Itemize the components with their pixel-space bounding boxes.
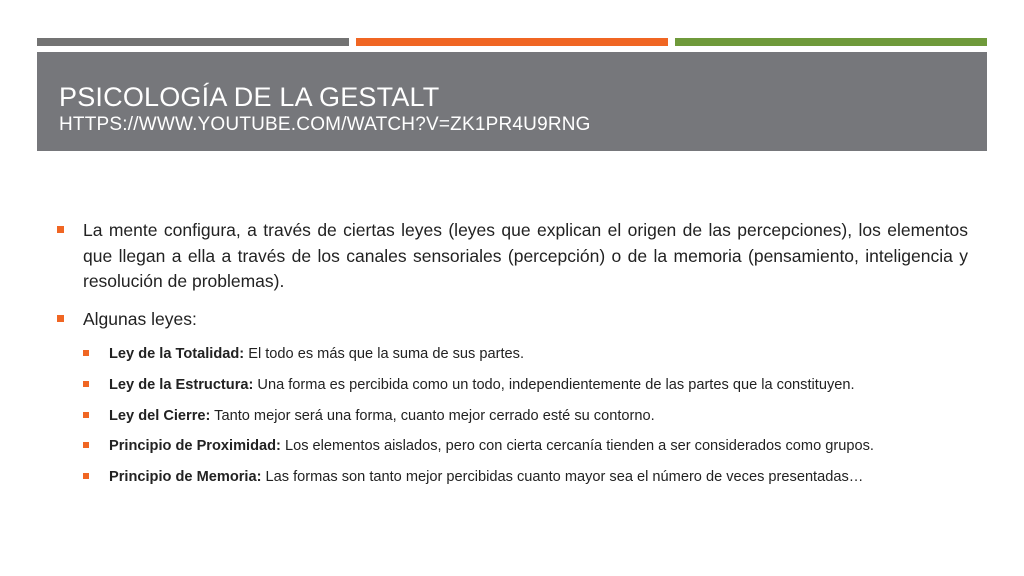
accent-bar-green <box>675 38 987 46</box>
accent-bar-gray <box>37 38 349 46</box>
video-link[interactable]: HTTPS://WWW.YOUTUBE.COM/WATCH?V=ZK1PR4U9RNG <box>59 114 591 135</box>
square-bullet-icon <box>57 315 64 322</box>
title-banner <box>37 52 987 151</box>
square-bullet-icon <box>83 381 89 387</box>
slide-title: PSICOLOGÍA DE LA GESTALT <box>59 82 440 112</box>
law-description: Tanto mejor será una forma, cuanto mejor cerrado esté su contorno. <box>210 407 655 424</box>
slide-body <box>57 218 968 498</box>
law-item <box>83 467 968 487</box>
law-item <box>83 375 968 395</box>
law-name: Principio de Proximidad: <box>109 438 281 455</box>
law-description: Las formas son tanto mejor percibidas cuanto mayor sea el número de veces presentadas… <box>261 469 864 486</box>
law-name: Principio de Memoria: <box>109 469 262 486</box>
law-description: Los elementos aislados, pero con cierta cercanía tienden a ser considerados como grupos. <box>280 438 874 455</box>
square-bullet-icon <box>83 473 89 479</box>
law-description: El todo es más que la suma de sus partes. <box>244 346 525 362</box>
square-bullet-icon <box>83 442 89 448</box>
law-item <box>83 344 968 364</box>
law-name: Ley de la Estructura: <box>109 376 254 393</box>
bullet-item <box>57 218 968 295</box>
law-item <box>83 406 968 426</box>
bullet-item <box>57 307 968 333</box>
law-name: Ley de la Totalidad: <box>109 346 245 362</box>
law-name: Ley del Cierre: <box>109 407 211 424</box>
law-item <box>83 436 968 456</box>
law-description: Una forma es percibida como un todo, independientemente de las partes que la constituyen. <box>253 376 855 393</box>
square-bullet-icon <box>57 226 64 233</box>
bullet-text: Algunas leyes: <box>83 308 197 329</box>
bullet-text: La mente configura, a través de ciertas leyes (leyes que explican el origen de las percepciones), los elementos que llegan a ella a través de los canales sensoriales (percepción) o de la memoria (pensamiento, inteligencia y resolución de problemas). <box>83 220 968 291</box>
square-bullet-icon <box>83 412 89 418</box>
square-bullet-icon <box>83 350 89 356</box>
accent-bar-orange <box>356 38 668 46</box>
